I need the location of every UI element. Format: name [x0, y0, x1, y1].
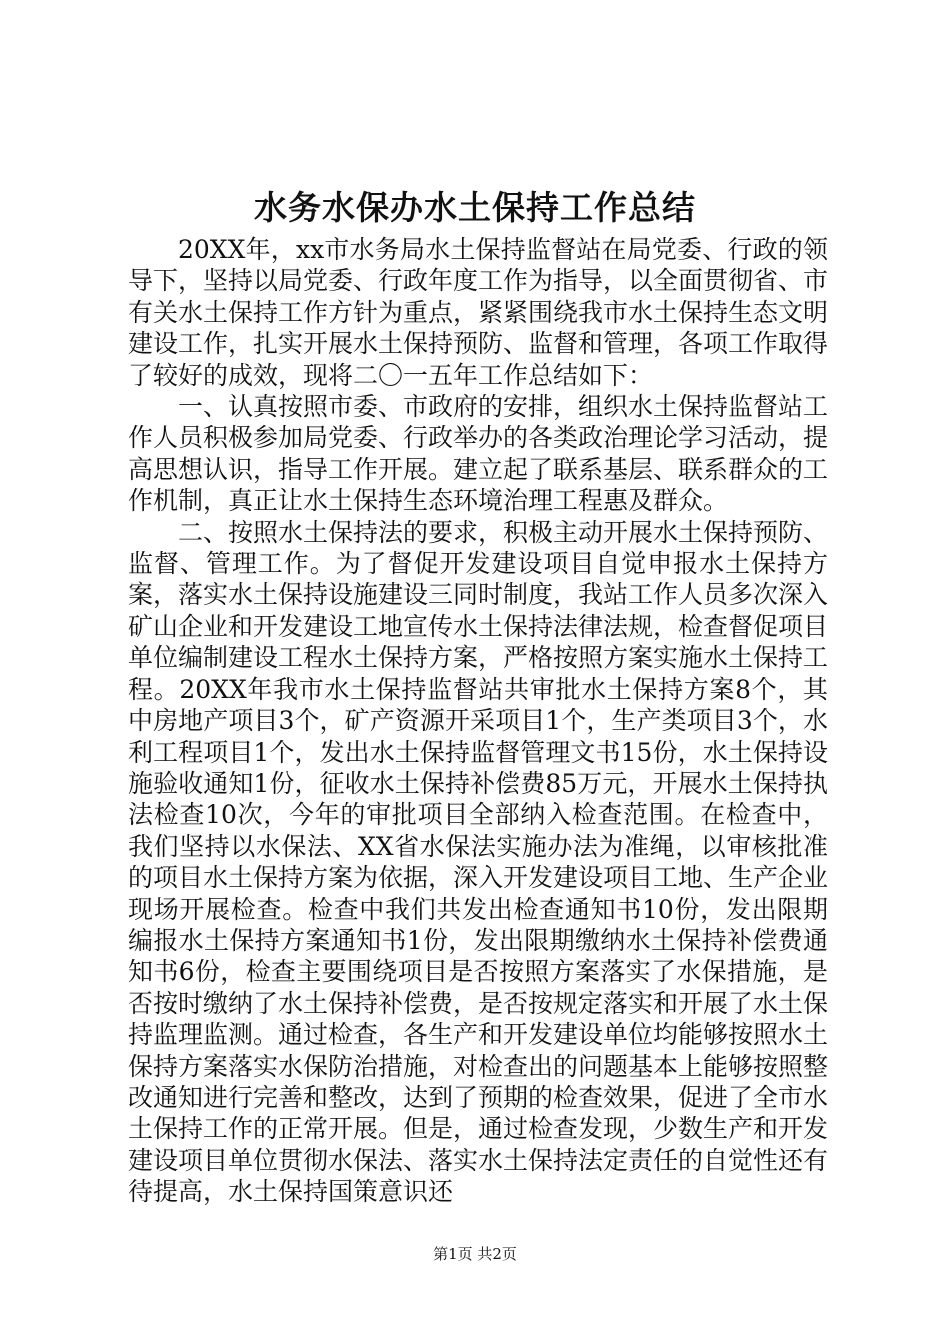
document-body	[128, 234, 828, 1208]
paragraph-section-2: 二、按照水土保持法的要求，积极主动开展水土保持预防、监督、管理工作。为了督促开发建设项目自觉申报水土保持方案，落实水土保持设施建设三同时制度，我站工作人员多次深入矿山企业和开发建设工地宣传水土保持法律法规，检查督促项目单位编制建设工程水土保持方案，严格按照方案实施水土保持工程。20XX年我市水土保持监督站共审批水土保持方案8个，其中房地产项目3个，矿产资源开采项目1个，生产类项目3个，水利工程项目1个，发出水土保持监督管理文书15份，水土保持设施验收通知1份，征收水土保持补偿费85万元，开展水土保持执法检查10次，今年的审批项目全部纳入检查范围。在检查中，我们坚持以水保法、XX省水保法实施办法为准绳，以审核批准的项目水土保持方案为依据，深入开发建设项目工地、生产企业现场开展检查。检查中我们共发出检查通知书10份，发出限期编报水土保持方案通知书1份，发出限期缴纳水土保持补偿费通知书6份，检查主要围绕项目是否按照方案落实了水保措施，是否按时缴纳了水土保持补偿费，是否按规定落实和开展了水土保持监理监测。通过检查，各生产和开发建设单位均能够按照水土保持方案落实水保防治措施，对检查出的问题基本上能够按照整改通知进行完善和整改，达到了预期的检查效果，促进了全市水土保持工作的正常开展。但是，通过检查发现，少数生产和开发建设项目单位贯彻水保法、落实水土保持法定责任的自觉性还有待提高，水土保持国策意识还	[128, 517, 829, 1207]
paragraph-intro: 20XX年，xx市水务局水土保持监督站在局党委、行政的领导下，坚持以局党委、行政年度工作为指导，以全面贯彻省、市有关水土保持工作方针为重点，紧紧围绕我市水土保持生态文明建设工作，扎实开展水土保持预防、监督和管理，各项工作取得了较好的成效，现将二〇一五年工作总结如下：	[128, 235, 829, 390]
document-title: 水务水保办水土保持工作总结	[254, 188, 696, 227]
page-number-footer: 第1页 共2页	[433, 1245, 517, 1263]
paragraph-section-1: 一、认真按照市委、市政府的安排，组织水土保持监督站工作人员积极参加局党委、行政举办的各类政治理论学习活动，提高思想认识，指导工作开展。建立起了联系基层、联系群众的工作机制，真正让水土保持生态环境治理工程惠及群众。	[128, 392, 829, 516]
